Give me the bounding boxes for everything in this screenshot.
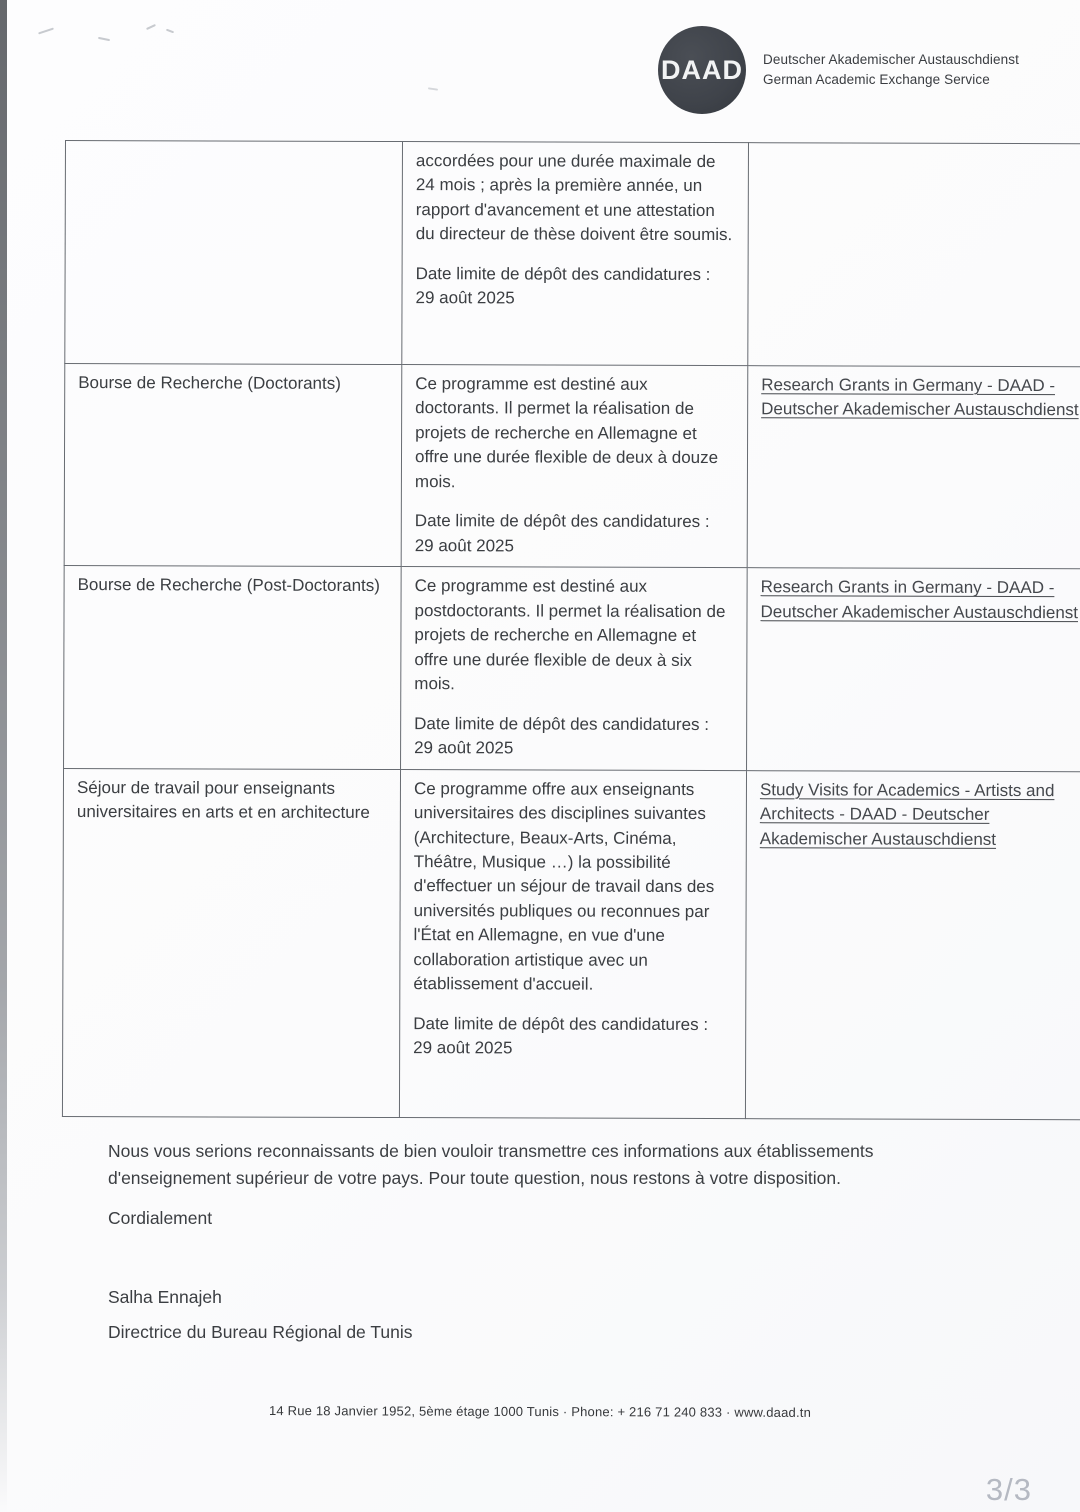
description-text: accordées pour une durée maximale de 24 mois ; après la première année, un rapport d'avancement et une attestation du directeur de thèse doivent être soumis.	[415, 151, 733, 245]
signature-title: Directrice du Bureau Régional de Tunis	[108, 1321, 413, 1342]
pencil-mark-artifact	[428, 87, 438, 90]
program-link[interactable]: Research Grants in Germany - DAAD - Deutscher Akademischer Austauschdienst	[761, 375, 1079, 420]
program-name-cell: Séjour de travail pour enseignants universitaires en arts et en architecture	[62, 768, 400, 1117]
program-link-cell	[745, 770, 1080, 1119]
signature-name: Salha Ennajeh	[108, 1287, 222, 1308]
program-name-cell: Bourse de Recherche (Doctorants)	[64, 364, 402, 567]
program-link[interactable]: Research Grants in Germany - DAAD - Deutscher Akademischer Austauschdienst	[760, 577, 1079, 622]
program-name-cell: Bourse de Recherche (Post-Doctorants)	[64, 566, 402, 769]
program-description-cell	[401, 567, 748, 770]
pencil-mark-artifact	[146, 24, 156, 30]
description-text: Ce programme est destiné aux postdoctorants. Il permet la réalisation de projets de recherche en Allemagne et offre une durée flexible de deux à six mois.	[414, 576, 726, 694]
deadline-text: Date limite de dépôt des candidatures : 29 août 2025	[415, 263, 711, 308]
program-name-cell	[65, 141, 403, 365]
pencil-mark-artifact	[98, 37, 110, 41]
deadline-text: Date limite de dépôt des candidatures : 29 août 2025	[414, 511, 710, 556]
letterhead	[658, 26, 1019, 114]
footer-address: 14 Rue 18 Janvier 1952, 5ème étage 1000 Tunis · Phone: + 216 71 240 833 · www.daad.tn	[268, 1403, 812, 1420]
deadline-text: Date limite de dépôt des candidatures : 29 août 2025	[414, 713, 710, 758]
table-row	[62, 768, 1080, 1119]
table-row	[65, 141, 1080, 367]
scholarship-programs-table	[62, 140, 1080, 1120]
program-description-cell	[401, 365, 748, 568]
table-row	[64, 364, 1080, 570]
pencil-mark-artifact	[166, 29, 174, 34]
scan-edge-artifact	[0, 0, 7, 1512]
description-text: Ce programme offre aux enseignants universitaires des disciplines suivantes (Architecture, Beaux-Arts, Cinéma, Théâtre, Musique …) la possibilité d'effectuer un séjour de travail dans des universités publiques ou reconnues par l'État en Allemagne, en vue d'une collaboration artistique avec un établissement d'accueil.	[413, 778, 715, 994]
table-row	[64, 566, 1080, 772]
program-description-cell	[399, 769, 746, 1118]
daad-logo-text: DAAD	[661, 54, 743, 85]
program-link-cell	[748, 143, 1080, 367]
pencil-mark-artifact	[38, 28, 54, 35]
closing-paragraph: Nous vous serions reconnaissants de bien vouloir transmettre ces informations aux établissements d'enseignement supérieur de votre pays. Pour toute question, nous restons à votre disposition.	[108, 1141, 874, 1189]
program-link-cell	[747, 568, 1080, 771]
org-name-english: German Academic Exchange Service	[763, 72, 990, 87]
org-name-block	[763, 50, 1019, 89]
signature-block	[108, 1284, 968, 1345]
letter-body	[108, 1138, 968, 1346]
program-link[interactable]: Study Visits for Academics - Artists and Architects - DAAD - Deutscher Akademischer Austauschdienst	[759, 779, 1055, 849]
salutation: Cordialement	[108, 1208, 213, 1229]
daad-logo	[658, 26, 746, 114]
program-link-cell	[747, 366, 1080, 569]
description-text: Ce programme est destiné aux doctorants. Il permet la réalisation de projets de recherche en Allemagne et offre une durée flexible de deux à douze mois.	[414, 374, 719, 492]
page-number: 3/3	[985, 1472, 1032, 1507]
org-name-german: Deutscher Akademischer Austauschdienst	[763, 52, 1019, 68]
deadline-text: Date limite de dépôt des candidatures : 29 août 2025	[413, 1013, 709, 1058]
program-description-cell	[402, 142, 749, 366]
